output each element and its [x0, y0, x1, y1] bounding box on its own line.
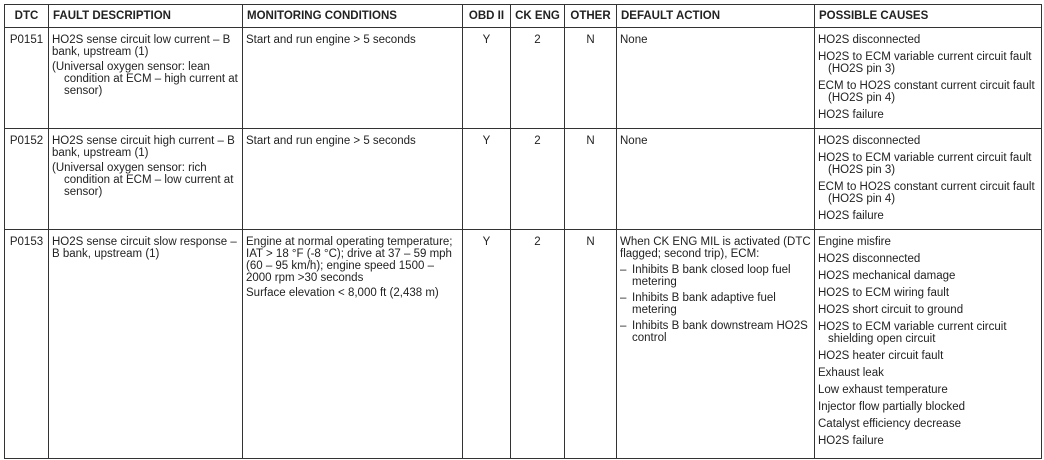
- header-other: OTHER: [565, 5, 617, 28]
- possible-cause: HO2S disconnected: [818, 135, 921, 147]
- table-row: [5, 129, 1042, 230]
- fault-description-text: HO2S sense circuit low current – B bank, upstream (1): [52, 34, 231, 58]
- default-action-cell: [617, 129, 815, 230]
- monitoring-condition-text: Engine at normal operating temperature; IAT > 18 °F (-8 °C); drive at 37 – 59 mph (60 – 95 km/h); engine speed 1500 – 2000 rpm >30 seconds: [246, 236, 453, 284]
- dtc-code: P0151: [5, 28, 49, 129]
- ck-eng-value: 2: [511, 129, 565, 230]
- table-body: [5, 28, 1042, 459]
- header-monitoring-conditions: MONITORING CONDITIONS: [243, 5, 463, 28]
- obd-value: Y: [463, 129, 511, 230]
- other-value: N: [565, 230, 617, 459]
- monitoring-conditions-cell: [243, 230, 463, 459]
- obd-value: Y: [463, 230, 511, 459]
- default-action-item-text: Inhibits B bank closed loop fuel metering: [632, 264, 791, 288]
- default-action-item: [620, 292, 811, 316]
- fault-description-text: HO2S sense circuit high current – B bank, upstream (1): [52, 135, 235, 159]
- possible-cause: HO2S to ECM variable current circuit fault (HO2S pin 3): [818, 51, 1032, 75]
- header-ck-eng: CK ENG: [511, 5, 565, 28]
- dtc-code: P0153: [5, 230, 49, 459]
- possible-cause: HO2S failure: [818, 109, 884, 121]
- fault-description-cell: [49, 129, 243, 230]
- possible-cause: HO2S to ECM variable current circuit shielding open circuit: [818, 321, 1007, 345]
- possible-cause: HO2S to ECM wiring fault: [818, 287, 950, 299]
- header-default-action: DEFAULT ACTION: [617, 5, 815, 28]
- default-action-text: When CK ENG MIL is activated (DTC flagged; second trip), ECM:: [620, 236, 811, 260]
- header-row: [5, 5, 1042, 28]
- default-action-cell: [617, 28, 815, 129]
- possible-causes-cell: [815, 28, 1042, 129]
- fault-description-text: (Universal oxygen sensor: rich condition at ECM – low current at sensor): [52, 162, 234, 198]
- header-possible-causes: POSSIBLE CAUSES: [815, 5, 1042, 28]
- dtc-code: P0152: [5, 129, 49, 230]
- default-action-item-text: Inhibits B bank downstream HO2S control: [632, 320, 808, 344]
- possible-cause: HO2S failure: [818, 210, 884, 222]
- dash-bullet: –: [620, 292, 627, 304]
- table-row: [5, 28, 1042, 129]
- other-value: N: [565, 129, 617, 230]
- possible-cause: Catalyst efficiency decrease: [818, 418, 961, 430]
- ck-eng-value: 2: [511, 28, 565, 129]
- possible-cause: HO2S short circuit to ground: [818, 304, 964, 316]
- fault-description-text: HO2S sense circuit slow response – B bank, upstream (1): [52, 236, 237, 260]
- table-row: [5, 230, 1042, 459]
- possible-cause: HO2S disconnected: [818, 34, 921, 46]
- possible-cause: Injector flow partially blocked: [818, 401, 966, 413]
- monitoring-conditions-cell: [243, 129, 463, 230]
- fault-description-cell: [49, 230, 243, 459]
- possible-cause: HO2S mechanical damage: [818, 270, 956, 282]
- dtc-table: [4, 4, 1042, 459]
- default-action-item-text: Inhibits B bank adaptive fuel metering: [632, 292, 776, 316]
- possible-cause: HO2S to ECM variable current circuit fault (HO2S pin 3): [818, 152, 1032, 176]
- ck-eng-value: 2: [511, 230, 565, 459]
- fault-description-text: (Universal oxygen sensor: lean condition at ECM – high current at sensor): [52, 61, 238, 97]
- obd-value: Y: [463, 28, 511, 129]
- default-action-text: None: [620, 34, 648, 46]
- header-dtc: DTC: [5, 5, 49, 28]
- monitoring-conditions-cell: [243, 28, 463, 129]
- possible-cause: HO2S failure: [818, 435, 884, 447]
- monitoring-condition-text: Start and run engine > 5 seconds: [246, 34, 416, 46]
- fault-description-cell: [49, 28, 243, 129]
- header-fault-description: FAULT DESCRIPTION: [49, 5, 243, 28]
- default-action-text: None: [620, 135, 648, 147]
- possible-cause: HO2S disconnected: [818, 253, 921, 265]
- possible-cause: ECM to HO2S constant current circuit fault (HO2S pin 4): [818, 80, 1035, 104]
- dash-bullet: –: [620, 320, 627, 332]
- dash-bullet: –: [620, 264, 627, 276]
- possible-cause: Low exhaust temperature: [818, 384, 948, 396]
- header-obd: OBD II: [463, 5, 511, 28]
- possible-cause: HO2S heater circuit fault: [818, 350, 944, 362]
- possible-cause: Engine misfire: [818, 236, 891, 248]
- possible-cause: ECM to HO2S constant current circuit fault (HO2S pin 4): [818, 181, 1035, 205]
- default-action-cell: [617, 230, 815, 459]
- monitoring-condition-text: Surface elevation < 8,000 ft (2,438 m): [246, 287, 439, 299]
- monitoring-condition-text: Start and run engine > 5 seconds: [246, 135, 416, 147]
- default-action-item: [620, 320, 811, 344]
- possible-causes-cell: [815, 129, 1042, 230]
- possible-causes-cell: [815, 230, 1042, 459]
- default-action-item: [620, 264, 811, 288]
- possible-cause: Exhaust leak: [818, 367, 884, 379]
- other-value: N: [565, 28, 617, 129]
